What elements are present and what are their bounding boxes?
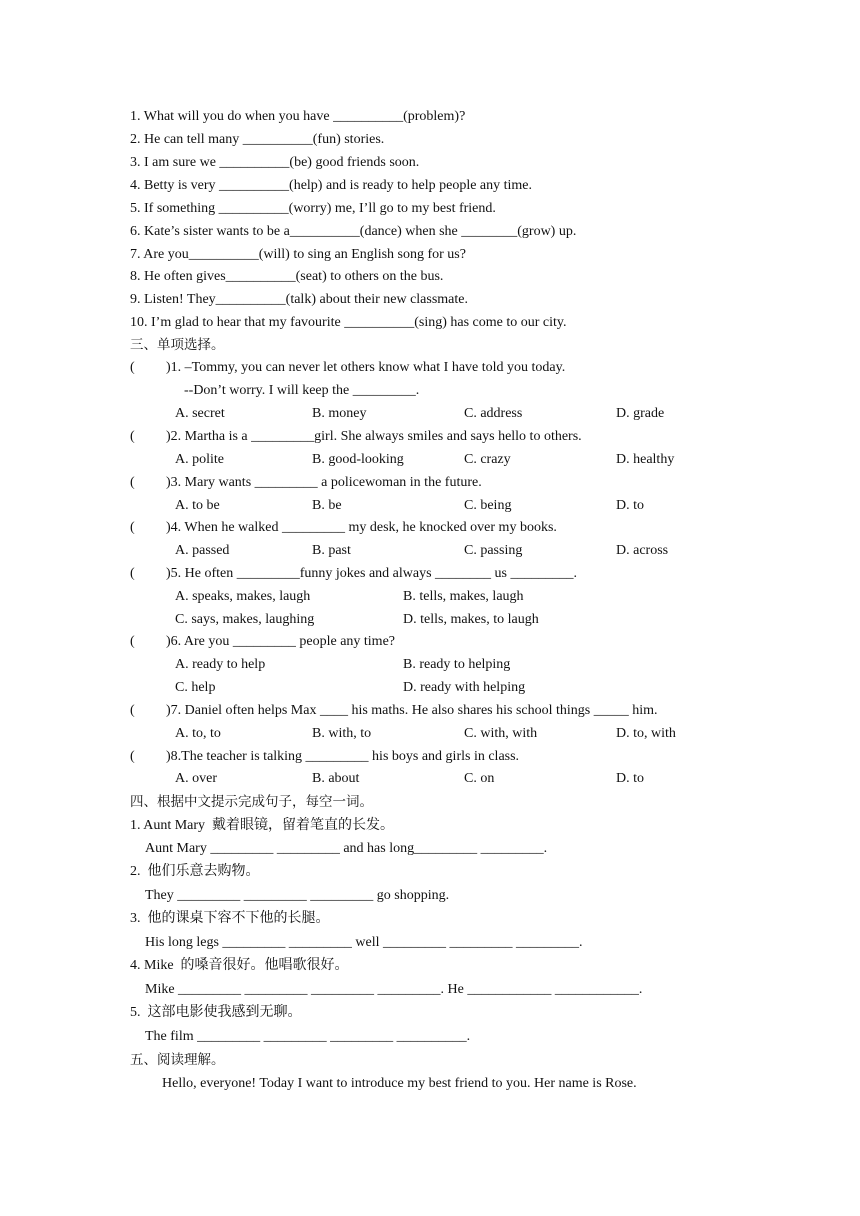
q4-paren: ( xyxy=(130,520,135,535)
q7-option-b: B. with, to xyxy=(312,726,372,741)
q3-option-b: B. be xyxy=(312,498,342,513)
section5-heading: 五、阅读理解。 xyxy=(130,1052,225,1068)
fill-blank-6: 6. Kate’s sister wants to be a__________(dance) when she ________(grow) up. xyxy=(130,224,577,239)
q8-stem: )8.The teacher is talking _________ his boys and girls in class. xyxy=(166,749,520,764)
s4-item5-answer: The film _________ _________ _________ __________. xyxy=(145,1029,471,1044)
q3-paren: ( xyxy=(130,475,135,490)
q2-paren: ( xyxy=(130,429,135,444)
fill-blank-5: 5. If something __________(worry) me, I’ll go to my best friend. xyxy=(130,201,496,216)
q6-option-d: D. ready with helping xyxy=(403,680,526,695)
fill-blank-3: 3. I am sure we __________(be) good friends soon. xyxy=(130,155,420,170)
reading-paragraph: Hello, everyone! Today I want to introduce my best friend to you. Her name is Rose. xyxy=(162,1076,637,1091)
fill-blank-10: 10. I’m glad to hear that my favourite __________(sing) has come to our city. xyxy=(130,315,567,330)
q5-option-d: D. tells, makes, to laugh xyxy=(403,612,539,627)
q8-paren: ( xyxy=(130,749,135,764)
q3-stem: )3. Mary wants _________ a policewoman in the future. xyxy=(166,475,482,490)
q1-paren: ( xyxy=(130,360,135,375)
q6-option-b: B. ready to helping xyxy=(403,657,511,672)
q7-option-c: C. with, with xyxy=(464,726,538,741)
q7-paren: ( xyxy=(130,703,135,718)
s4-item1-answer: Aunt Mary _________ _________ and has long_________ _________. xyxy=(145,841,548,856)
q7-stem: )7. Daniel often helps Max ____ his maths. He also shares his school things _____ him. xyxy=(166,703,658,718)
q4-option-c: C. passing xyxy=(464,543,523,558)
q5-option-b: B. tells, makes, laugh xyxy=(403,589,524,604)
s4-item5-prompt: 5. 这部电影使我感到无聊。 xyxy=(130,1005,302,1020)
q5-stem: )5. He often _________funny jokes and always ________ us _________. xyxy=(166,566,578,581)
q3-option-c: C. being xyxy=(464,498,512,513)
q3-option-a: A. to be xyxy=(175,498,220,513)
s4-item1-prompt: 1. Aunt Mary 戴着眼镜，留着笔直的长发。 xyxy=(130,818,395,833)
q5-option-c: C. says, makes, laughing xyxy=(175,612,315,627)
q1-stem: )1. –Tommy, you can never let others know what I have told you today. xyxy=(166,360,566,375)
q2-option-c: C. crazy xyxy=(464,452,511,467)
q4-option-a: A. passed xyxy=(175,543,230,558)
fill-blank-8: 8. He often gives__________(seat) to others on the bus. xyxy=(130,269,444,284)
q1-option-d: D. grade xyxy=(616,406,665,421)
q8-option-d: D. to xyxy=(616,771,644,786)
s4-item3-prompt: 3. 他的课桌下容不下他的长腿。 xyxy=(130,911,330,926)
s4-item4-answer: Mike _________ _________ _________ _________. He ____________ ____________. xyxy=(145,982,643,997)
q8-option-b: B. about xyxy=(312,771,360,786)
q1-option-c: C. address xyxy=(464,406,523,421)
s4-item2-prompt: 2. 他们乐意去购物。 xyxy=(130,864,260,879)
s4-item4-prompt: 4. Mike 的嗓音很好。他唱歌很好。 xyxy=(130,958,349,973)
q1-option-a: A. secret xyxy=(175,406,225,421)
fill-blank-1: 1. What will you do when you have __________(problem)? xyxy=(130,109,466,124)
q1-option-b: B. money xyxy=(312,406,367,421)
q4-option-d: D. across xyxy=(616,543,669,558)
q6-stem: )6. Are you _________ people any time? xyxy=(166,634,396,649)
fill-blank-2: 2. He can tell many __________(fun) stories. xyxy=(130,132,385,147)
q2-stem: )2. Martha is a _________girl. She always smiles and says hello to others. xyxy=(166,429,582,444)
fill-blank-7: 7. Are you__________(will) to sing an English song for us? xyxy=(130,247,466,262)
q8-option-a: A. over xyxy=(175,771,217,786)
fill-blank-4: 4. Betty is very __________(help) and is ready to help people any time. xyxy=(130,178,533,193)
q7-option-a: A. to, to xyxy=(175,726,221,741)
fill-blank-9: 9. Listen! They__________(talk) about their new classmate. xyxy=(130,292,468,307)
q6-option-a: A. ready to help xyxy=(175,657,266,672)
s4-item3-answer: His long legs _________ _________ well _________ _________ _________. xyxy=(145,935,583,950)
q5-paren: ( xyxy=(130,566,135,581)
q8-option-c: C. on xyxy=(464,771,495,786)
section3-heading: 三、单项选择。 xyxy=(130,337,225,353)
q3-option-d: D. to xyxy=(616,498,644,513)
q5-option-a: A. speaks, makes, laugh xyxy=(175,589,311,604)
q2-option-b: B. good-looking xyxy=(312,452,404,467)
section4-heading: 四、根据中文提示完成句子，每空一词。 xyxy=(130,794,373,810)
q4-stem: )4. When he walked _________ my desk, he knocked over my books. xyxy=(166,520,557,535)
q1-stem2: --Don’t worry. I will keep the _________. xyxy=(184,383,420,398)
q6-paren: ( xyxy=(130,634,135,649)
q7-option-d: D. to, with xyxy=(616,726,676,741)
q6-option-c: C. help xyxy=(175,680,216,695)
q4-option-b: B. past xyxy=(312,543,351,558)
q2-option-a: A. polite xyxy=(175,452,224,467)
q2-option-d: D. healthy xyxy=(616,452,675,467)
s4-item2-answer: They _________ _________ _________ go shopping. xyxy=(145,888,450,903)
